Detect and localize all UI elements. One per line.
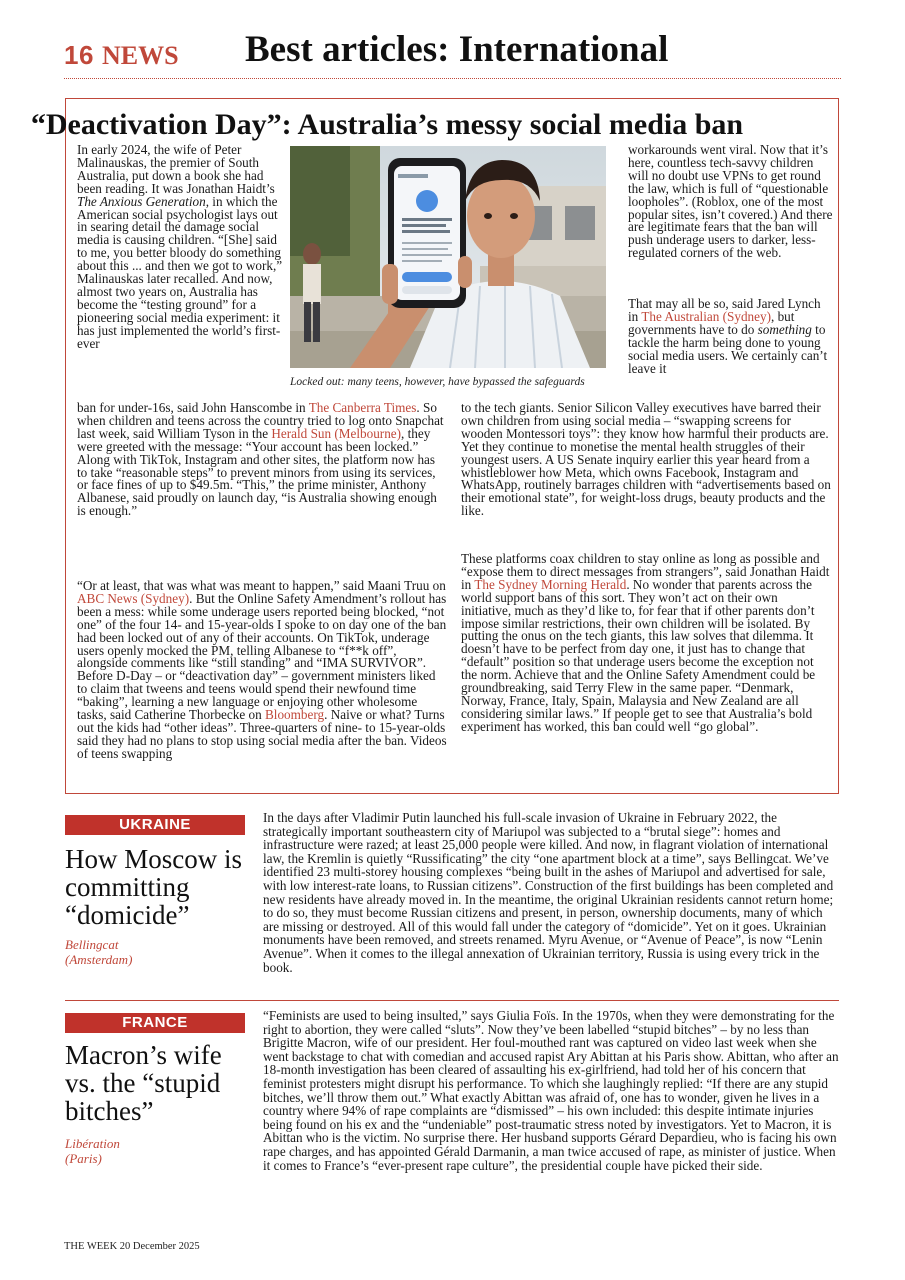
feature-text: These platforms coax children to stay online as long as possible and “expose them to direct messages from strangers”, said Jonathan Haidt in [461,551,830,592]
feature-text: . No wonder that parents across the world support bans of this sort. They won’t act on their own initiative, much as they’d like to, for fear that if other parents don’t impose similar restrictions, their own children will be isolated. By putting the onus on the tech giants, this law solves that dilemma. It doesn’t have to be perfect from day one, it just has to change that “default” position so that underage users become the exception not the norm. Achieve that and the Online Safety Amendment could be groundbreaking, said Terry Flew in the same paper. “Denmark, Norway, France, Italy, Spain, Malaysia and New Zealand are all considering similar laws.” If people get to see that Australia’s bold experiment has worked, this ban could well “go global”. [461,576,816,734]
photo-caption: Locked out: many teens, however, have bypassed the safeguards [290,376,585,388]
section-label: NEWS [102,41,179,70]
story-divider [65,1000,839,1001]
ukraine-source-city: (Amsterdam) [65,952,133,967]
photo-illustration [290,146,606,368]
feature-intro-text-2: , in which the American social psychologist lays out in searing detail the damage social media is causing children. “[She] said to me, you better bloody do something about this ... and then we got to work,” Malinauskas later recalled. And now, almost two years on, Australia has become the “testing ground” for a pioneering social media experiment: it has just implemented the world’s first-ever [77,193,283,351]
feature-intro-text: In early 2024, the wife of Peter Malinauskas, the premier of South Australia, put down a book she had been reading. It was Jonathan Haidt’s [77,142,275,196]
feature-col2-para3 [461,553,831,734]
ukraine-body: In the days after Vladimir Putin launched his full-scale invasion of Ukraine in February 2022, the strategically important southeastern city of Mariupol was subjected to a “brutal siege”: homes and infrastructure were razed; at least 25,000 people were killed. And now, in flagrant violation of international law, the Kremlin is quietly “Russificating” the city “one apartment block at a time”, says Bellingcat. We’ve identified 23 multi-storey housing complexes “being built in the ashes of Mariupol and advertised for sale, with low interest-rate loans, to Russian citizens”. Construction of the first buildings has been completed and new residents have already moved in. In the meantime, the original Ukrainian residents cannot return home; to do so, they must become Russian citizens and present, in person, ownership documents, many of which are missing or destroyed. All of this would fall under the category of “domicide”. Yet on it goes. Ukrainian monuments have been removed, and streets renamed. Myru Avenue, or “Avenue of Peace”, is now “Lenin Avenue”. When it comes to the illegal annexation of Ukrainian territory, Russia is using every trick in the book. [263,810,834,975]
feature-text: . So when children and teens across the country tried to log onto Snapchat last week, said William Tyson in the [77,400,444,441]
book-title: The Anxious Generation [77,193,206,209]
france-badge: FRANCE [65,1013,245,1033]
france-body: “Feminists are used to being insulted,” says Giulia Foïs. In the 1970s, when they were demonstrating for the right to abortion, they were called “sluts”. Now they’ve been labelled “stupid bitches” – by no less than Brigitte Macron, wife of our president. Her foul-mouthed rant was captured on video last week when she went backstage to chat with comedian and accused rapist Ary Abittan at his Paris show. Abittan, who after an 18-month investigation has been cleared of assaulting his ex-girlfriend, had told her of his concern that feminist protesters might disrupt his performance. To which she laughingly replied: “If there are any stupid bitches, we’ll throw them out.” What exactly Abittan was afraid of, one has to wonder, given he lives in a country where 94% of rape complaints are “dismissed” – his own included: this despite intimate injuries being found on his ex and the “undeniable” post-traumatic stress noted by investigators. Yet to Macron, it is Abittan who is the victim. No surprise there. Her husband supports Gérard Depardieu, who is facing his own rape charges, and has appointed Gérald Darmanin, a man twice accused of rape, as minister of justice. When it comes to France’s “ever-present rape culture”, the presidential couple have picked their side. [263,1008,839,1173]
france-headline: Macron’s wife vs. the “stupid bitches” [65,1040,222,1126]
feature-col2-para1: workarounds went viral. Now that it’s here, countless tech-savvy children will no doubt use VPNs to get round the law, which is full of “questionable loopholes”. (Roblox, one of the most popular sites, isn’t covered.) And there are legitimate fears that the ban will push underage users to darker, less-regulated corners of the web. [628,142,833,261]
feature-text: That may all be so, said Jared Lynch in [628,296,821,324]
feature-text: ban for under-16s, said John Hanscombe in [77,400,309,415]
emphasis-text: something [757,321,812,337]
header-divider [64,78,841,79]
france-source-name: Libération [65,1136,120,1151]
feature-col1-para1-cont [77,402,447,518]
feature-col1-para2 [77,580,447,761]
source-bloomberg: Bloomberg [265,707,325,723]
feature-col2-para2-cont: to the tech giants. Senior Silicon Valley executives have barred their own children from using social media – “swapping screens for wooden Montessori toys”: they know how harmful their products are. Yet they continue to monetise the mental health struggles of their youngest users. A US Senate inquiry earlier this year heard from a whistleblower how Meta, which owns Facebook, Instagram and WhatsApp, routinely barrages children with “advertisements based on their emotional state”, for weight-loss drugs, beauty products and the like. [461,400,831,519]
ukraine-badge: UKRAINE [65,815,245,835]
ukraine-headline: How Moscow is committing “domicide” [65,844,243,930]
feature-text: , they were greeted with the message: “Your account has been locked.” Along with TikTok, Instagram and other sites, the platform now has to take “reasonable steps” to prevent minors from using its services, or face fines of up to $49.5m. “This,” the prime minister, Anthony Albanese, said proudly on launch day, “is Australia showing enough is enough.” [77,425,437,519]
ukraine-source [65,937,245,967]
feature-text: . But the Online Safety Amendment’s rollout has been a mess: while some underage users reported being blocked, “not one” of the four 14- and 15-year-olds I spoke to on day one of the ban had been locked out of any of their accounts. On TikTok, underage users openly mocked the PM, telling Albanese to “f**k off”, alongside comments like “still standing” and “IMA SURVIVOR”. Before D-Day – or “deactivation day” – government ministers liked to claim that tweens and teens would spend their newfound time “baking”, learning a new language or enjoying other wholesome tasks, said Catherine Thorbecke on [77,590,447,723]
source-sydney-morning-herald: The Sydney Morning Herald [474,576,627,592]
feature-text: “Or at least, that was what was meant to happen,” said Maani Truu on [77,578,446,593]
france-source [65,1136,245,1166]
footer-issue-date: THE WEEK 20 December 2025 [64,1241,200,1252]
source-the-australian: The Australian (Sydney) [641,308,771,324]
feature-col2-para2 [628,298,833,375]
source-canberra-times: The Canberra Times [308,400,417,415]
teen-phone-photo [290,146,606,368]
feature-text: to tackle the harm being done to young social media users. We certainly can’t leave it [628,321,828,376]
feature-text: , but governments have to do [628,308,795,337]
source-herald-sun: Herald Sun (Melbourne) [271,425,402,441]
feature-text: . Naive or what? Turns out the kids had “other ideas”. Three-quarters of nine- to 15-year-olds said they had no plans to stop using social media after the ban. Videos of teens swapping [77,707,447,761]
ukraine-source-name: Bellingcat [65,937,119,952]
source-abc-news: ABC News (Sydney) [77,590,190,606]
page-number: 16 [64,40,94,70]
feature-headline: “Deactivation Day”: Australia’s messy social media ban [30,108,744,141]
france-source-city: (Paris) [65,1151,102,1166]
page-title: Best articles: International [245,29,669,70]
feature-col1-intro [77,144,289,351]
